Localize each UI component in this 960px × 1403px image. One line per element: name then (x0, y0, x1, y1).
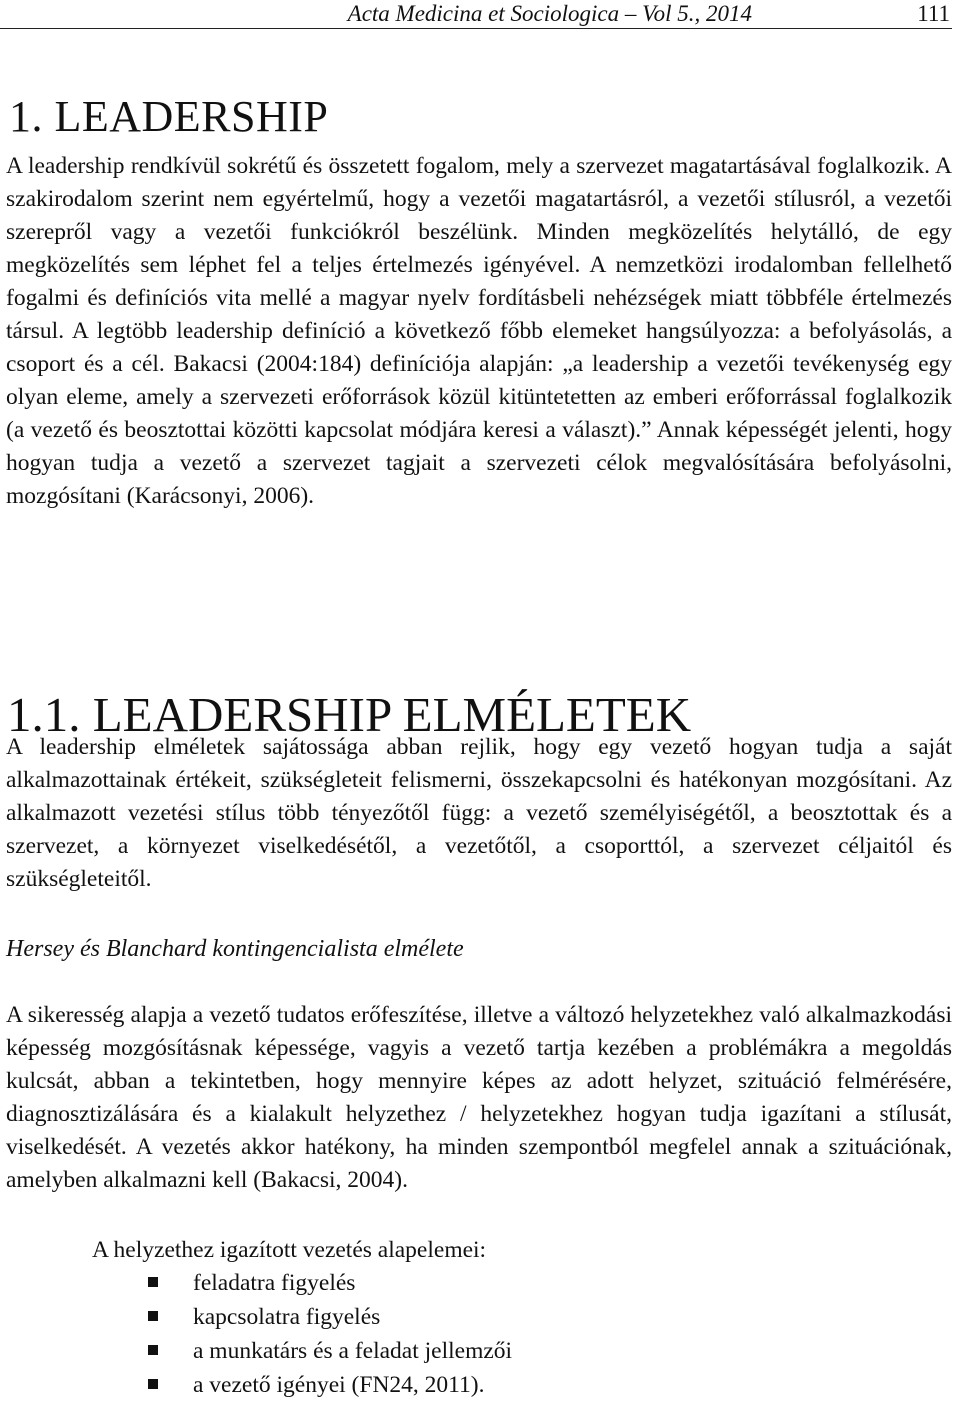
list-item-text: feladatra figyelés (193, 1270, 356, 1296)
square-bullet-icon (148, 1379, 158, 1389)
theories-paragraph: A leadership elméletek sajátossága abban rejlik, hogy egy vezető hogyan tudja a saját alkalmazottainak értékeit, szükségleteit felismerni, összekapcsolni és hatékonyan mozgósítani. Az alkalmazott vezetési stílus több tényezőtől függ: a vezető személyiségétől, a beosztottak és a szervezet, a környezet viselkedésétől, a vezetőtől, a csoporttól, a szervezet céljaitól és szükségleteitől. (6, 734, 952, 892)
square-bullet-icon (148, 1345, 158, 1355)
running-header (0, 0, 952, 29)
leadership-paragraph: A leadership rendkívül sokrétű és összetett fogalom, mely a szervezet magatartásával foglalkozik. A szakirodalom szerint nem egyértelmű, hogy a vezetői magatartásról, a vezetői stílusról, a vezetői szerepről vagy a vezetői funkciókról beszélünk. Minden megközelítés helytálló, de egy megközelítés sem léphet fel a teljes értelmezés igényével. A nemzetközi irodalomban fellelhető fogalmi és definíciós vita mellé a magyar nyelv fordításbeli nehézségek miatt többféle értelmezés társul. A legtöbb leadership definíció a következő főbb elemeket hangsúlyozza: a befolyásolás, a csoport és a cél. Bakacsi (2004:184) definíciója alapján: „a leadership a vezetői tevékenység egy olyan eleme, amely a szervezeti erőforrások közül kitüntetetten az emberi erőforrással foglalkozik (a vezető és beosztottai közötti kapcsolat módjára keresi a választ).” Annak képességét jelenti, hogy hogyan tudja a vezető a szervezet tagjait a szervezeti célok megvalósítására befolyásolni, mozgósítani (Karácsonyi, 2006). (6, 153, 952, 509)
square-bullet-icon (148, 1311, 158, 1321)
theory-subheading: Hersey és Blanchard kontingencialista elmélete (6, 936, 464, 962)
list-intro: A helyzethez igazított vezetés alapelemei: (92, 1237, 487, 1263)
section-heading: 1. LEADERSHIP (9, 92, 329, 142)
page-number: 111 (917, 1, 950, 26)
list-item-text: a munkatárs és a feladat jellemzői (193, 1338, 513, 1364)
list-item-text: a vezető igényei (FN24, 2011). (193, 1372, 485, 1398)
journal-title: Acta Medicina et Sociologica – Vol 5., 2014 (347, 1, 752, 26)
subsection-heading: 1.1. LEADERSHIP ELMÉLETEK (7, 686, 692, 742)
square-bullet-icon (148, 1277, 158, 1287)
list-item-text: kapcsolatra figyelés (193, 1304, 381, 1330)
theory-paragraph: A sikeresség alapja a vezető tudatos erőfeszítése, illetve a változó helyzetekhez való alkalmazkodási képesség mozgósításnak képessége, vagyis a vezető tartja kezében a problémákra a megoldás kulcsát, abban a tekintetben, hogy mennyire képes az adott helyzet, szituáció felmérésére, diagnosztizálására és a kialakult helyzethez / helyzetekhez hogyan tudja igazítani a stílusát, viselkedését. A vezetés akkor hatékony, ha minden szempontból megfelel annak a szituációnak, amelyben alkalmazni kell (Bakacsi, 2004). (6, 1002, 952, 1193)
